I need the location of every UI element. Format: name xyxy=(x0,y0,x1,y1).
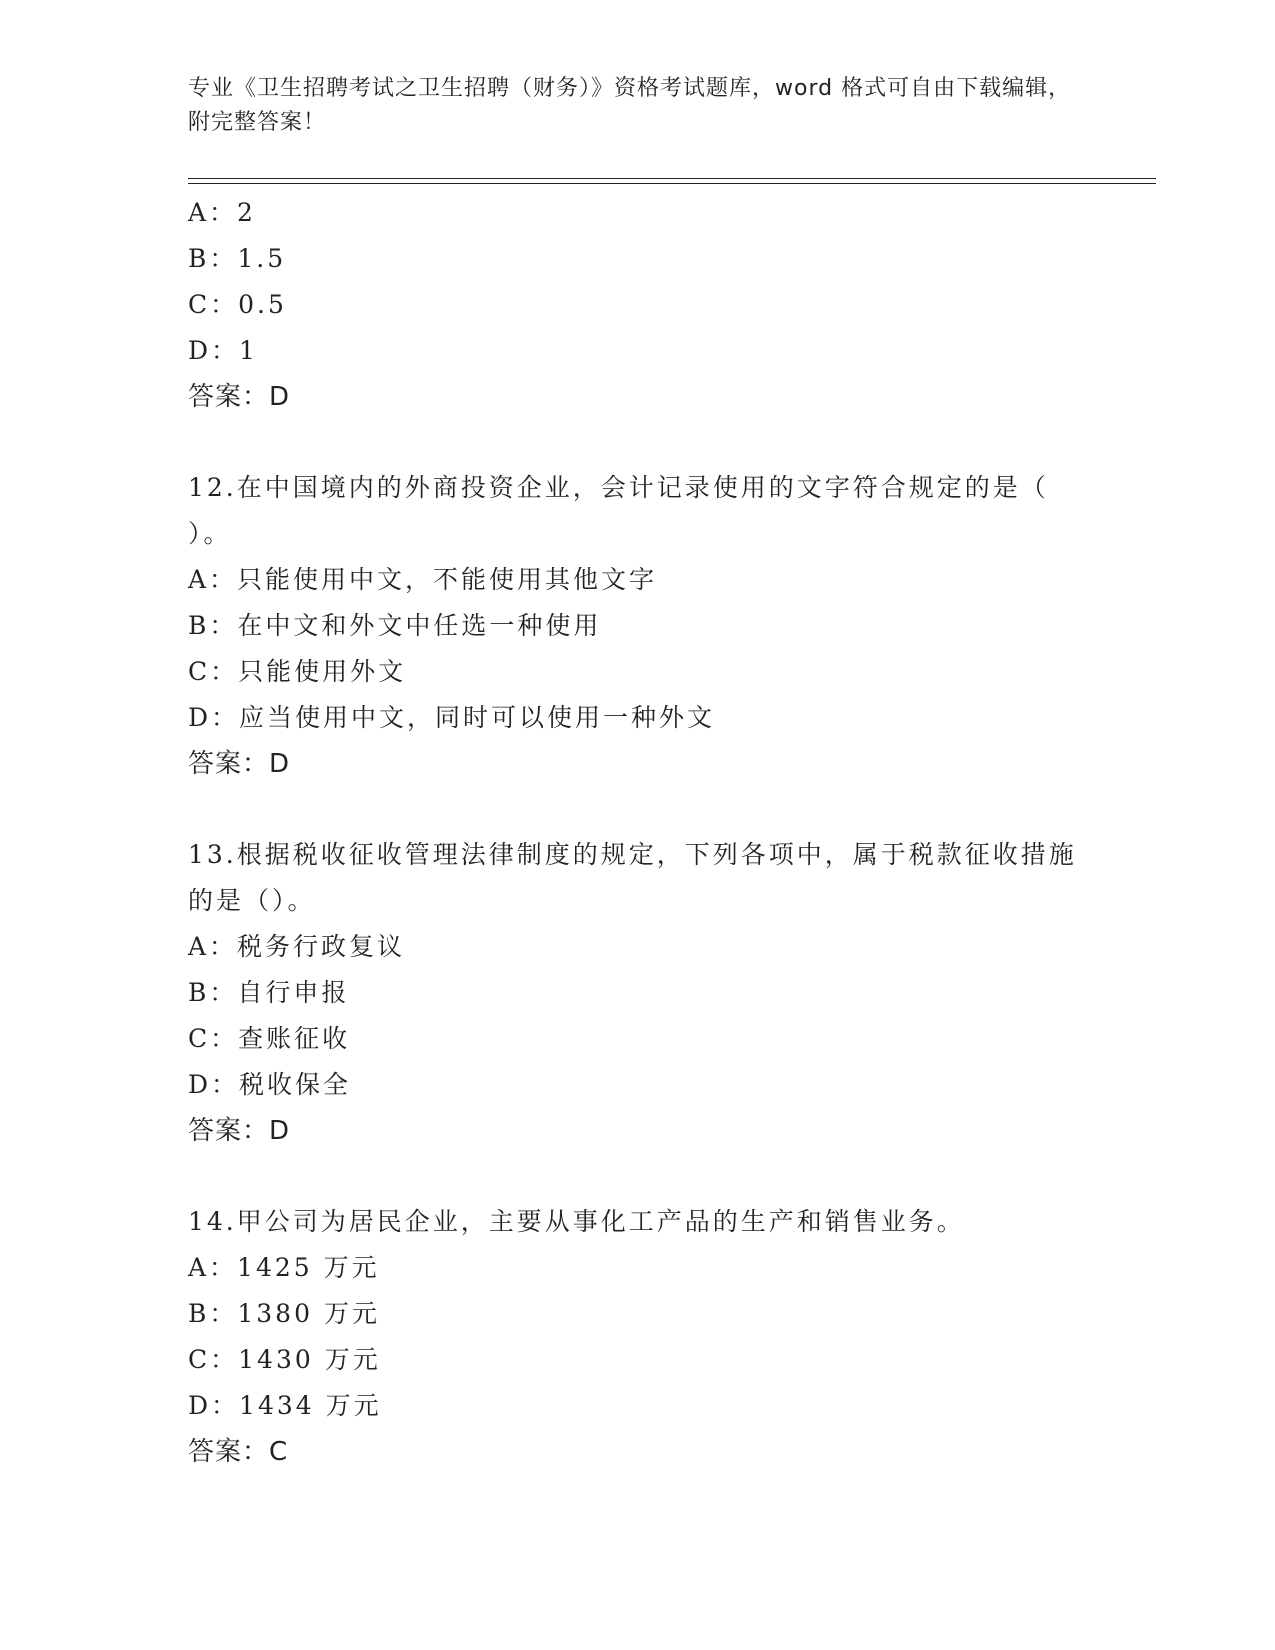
option-c: C：只能使用外文 xyxy=(188,657,407,686)
question-block-11 xyxy=(188,190,1088,420)
option-c: C：查账征收 xyxy=(188,1024,351,1053)
option-a: A：只能使用中文，不能使用其他文字 xyxy=(188,565,658,594)
header-rule-bottom xyxy=(188,183,1156,184)
option-c: C：0.5 xyxy=(188,290,287,319)
answer-line: 答案：D xyxy=(188,749,291,779)
option-d: D：1434 万元 xyxy=(188,1391,382,1420)
answer-line: 答案：C xyxy=(188,1437,289,1467)
option-a: A：1425 万元 xyxy=(188,1253,380,1282)
option-b: B：自行申报 xyxy=(188,978,350,1007)
answer-line: 答案：D xyxy=(188,382,291,412)
option-b: B：1380 万元 xyxy=(188,1299,380,1328)
question-text: 12.在中国境内的外商投资企业，会计记录使用的文字符合规定的是（ ）。 xyxy=(188,473,1049,548)
document-header: 专业《卫生招聘考试之卫生招聘（财务）》资格考试题库，word 格式可自由下载编辑，附完整答案！ xyxy=(188,76,1072,135)
question-block-12 xyxy=(188,465,1088,787)
option-b: B：在中文和外文中任选一种使用 xyxy=(188,611,602,640)
question-block-13 xyxy=(188,832,1088,1154)
question-block-14 xyxy=(188,1199,1088,1475)
option-d: D：1 xyxy=(188,336,258,365)
option-c: C：1430 万元 xyxy=(188,1345,381,1374)
option-d: D：税收保全 xyxy=(188,1070,352,1099)
answer-line: 答案：D xyxy=(188,1116,291,1146)
option-b: B：1.5 xyxy=(188,244,287,273)
option-a: A：2 xyxy=(188,198,256,227)
header-rule-top xyxy=(188,178,1156,179)
option-d: D：应当使用中文，同时可以使用一种外文 xyxy=(188,703,716,732)
question-text: 13.根据税收征收管理法律制度的规定，下列各项中，属于税款征收措施的是（）。 xyxy=(188,840,1077,915)
option-a: A：税务行政复议 xyxy=(188,932,406,961)
question-text: 14.甲公司为居民企业，主要从事化工产品的生产和销售业务。 xyxy=(188,1207,965,1236)
question-list xyxy=(188,190,1088,1475)
